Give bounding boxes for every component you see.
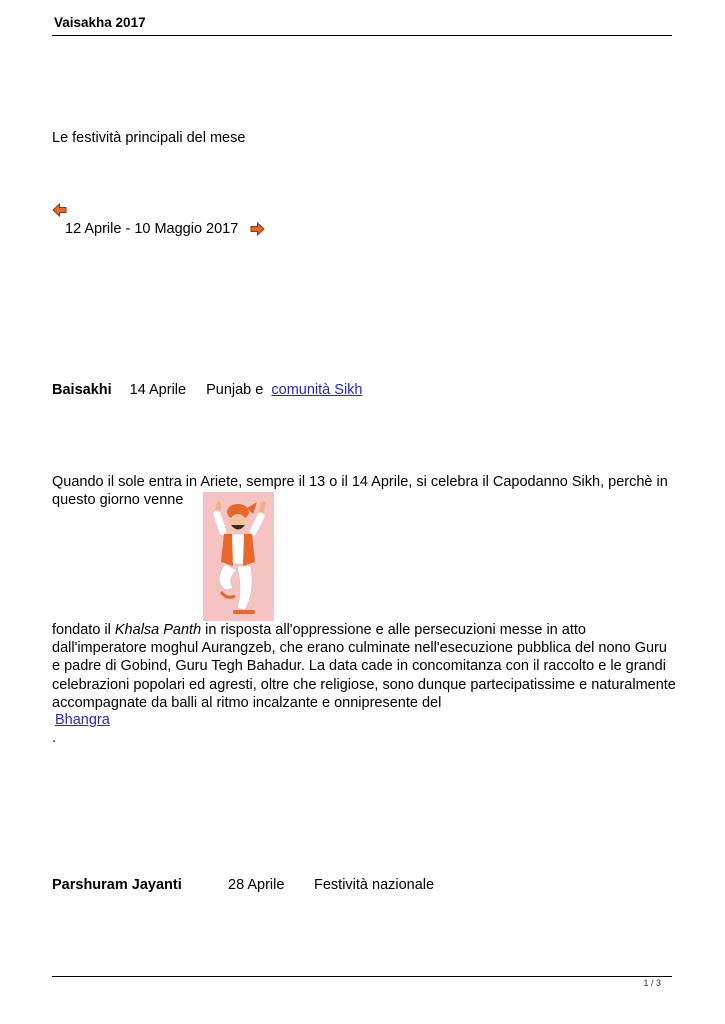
paragraph-end: . [52, 730, 57, 746]
festival-row-parshuram [52, 877, 434, 893]
bhangra-link[interactable]: Bhangra [55, 712, 110, 728]
page-number: 1 / 3 [643, 978, 661, 988]
khalsa-panth-term: Khalsa Panth [114, 622, 202, 638]
festival-date: 14 Aprile [129, 382, 187, 398]
bhangra-dancer-illustration [203, 492, 274, 621]
page-header-title: Vaisakha 2017 [54, 15, 146, 30]
festival-row-baisakhi [52, 382, 362, 398]
right-arrow-icon[interactable] [250, 222, 265, 236]
para-text: fondato il [52, 622, 115, 638]
festival-region: Festività nazionale [314, 877, 435, 893]
festival-name: Parshuram Jayanti [52, 877, 182, 893]
festival-region: Punjab e [206, 382, 264, 398]
baisakhi-description-2 [52, 621, 677, 712]
header-divider [52, 35, 672, 36]
date-range: 12 Aprile - 10 Maggio 2017 [65, 221, 239, 237]
footer-divider [52, 976, 672, 977]
sikh-community-link[interactable]: comunità Sikh [271, 382, 363, 398]
festival-name: Baisakhi [52, 382, 112, 398]
baisakhi-description-1: Quando il sole entra in Ariete, sempre il 13 o il 14 Aprile, si celebra il Capodanno Sikh, perchè in questo giorno venne [52, 474, 668, 508]
left-arrow-icon[interactable] [52, 203, 67, 217]
festival-date: 28 Aprile [228, 877, 285, 893]
para-text: in risposta all'oppressione e alle persecuzioni messe in atto dall'imperatore moghul Aurangzeb, che erano culminate nell'esecuzione pubblica del nono Guru e padre di Gobind, Guru Tegh Bahadur. La data cade in concomitanza con il raccolto e le grandi celebrazioni popolari ed agresti, oltre che religiose, sono dunque partecipatissime e naturalmente accompagnate da balli al ritmo incalzante e onnipresente del [52, 622, 676, 711]
intro-text: Le festività principali del mese [52, 130, 246, 146]
